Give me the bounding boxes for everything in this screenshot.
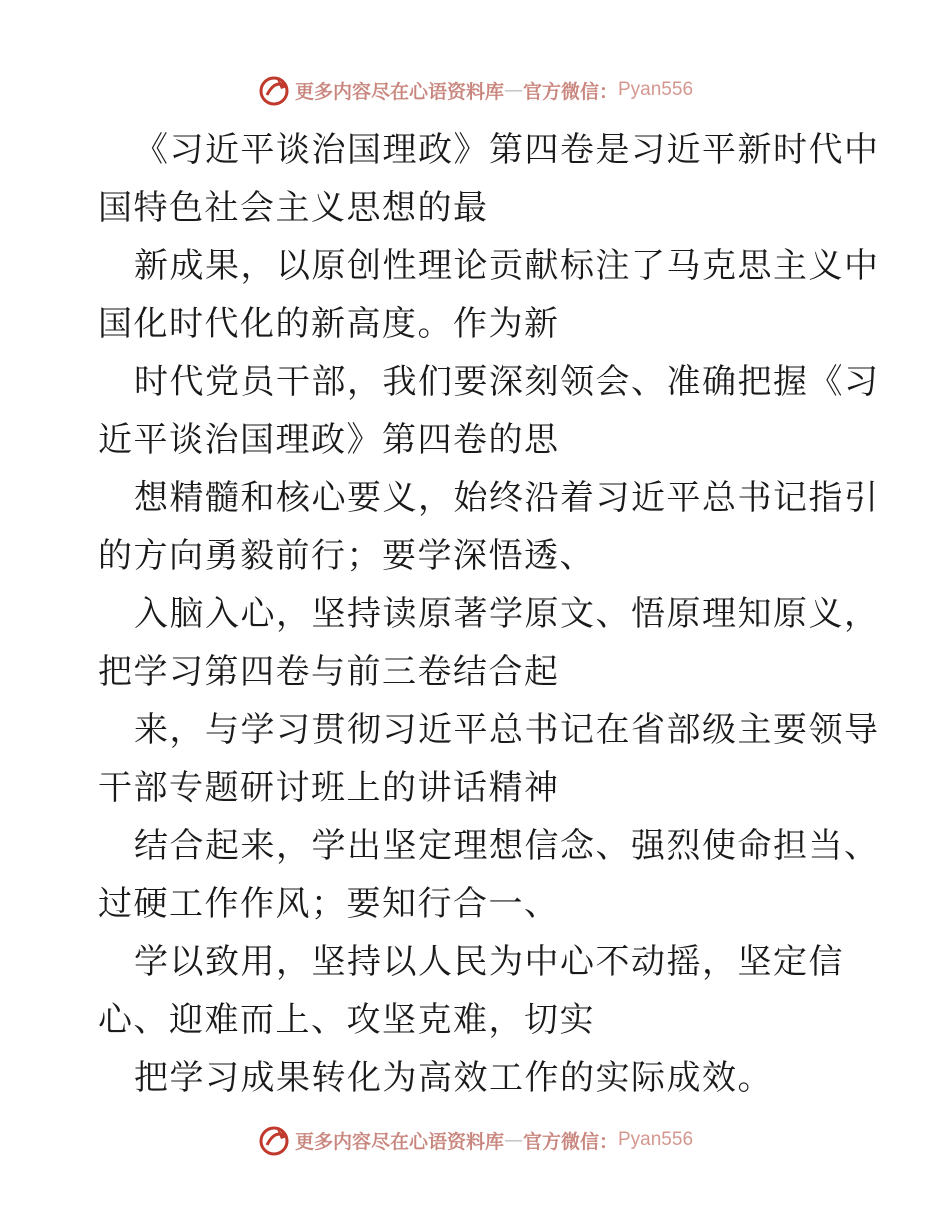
body-line: 新成果，以原创性理论贡献标注了马克思主义中 — [134, 246, 880, 286]
body-line: 的方向勇毅前行；要学深悟透、 — [98, 536, 595, 576]
body-line: 结合起来，学出坚定理想信念、强烈使命担当、 — [134, 826, 880, 866]
document-body — [98, 121, 880, 1107]
watermark-official-label: 官方微信： — [522, 1130, 618, 1153]
body-line: 国化时代化的新高度。作为新 — [98, 304, 560, 344]
body-line: 过硬工作作风；要知行合一、 — [98, 884, 560, 924]
body-line: 学以致用，坚持以人民为中心不动摇，坚定信 — [134, 942, 844, 982]
watermark-main-text: 更多内容尽在心语资料库 — [294, 80, 504, 103]
watermark-separator: — — [503, 1129, 523, 1151]
watermark-account: Pyan556 — [618, 79, 694, 100]
header-watermark — [0, 72, 950, 108]
watermark-official-label: 官方微信： — [522, 80, 618, 103]
body-line: 来，与学习贯彻习近平总书记在省部级主要领导 — [134, 710, 880, 750]
watermark-main-text: 更多内容尽在心语资料库 — [294, 1130, 504, 1153]
body-line: 把学习成果转化为高效工作的实际成效。 — [134, 1058, 773, 1098]
body-line: 入脑入心，坚持读原著学原文、悟原理知原义， — [134, 594, 880, 634]
footer-watermark — [0, 1122, 950, 1158]
watermark-separator: — — [503, 79, 523, 101]
watermark-logo-icon — [257, 1123, 291, 1157]
body-line: 把学习第四卷与前三卷结合起 — [98, 652, 560, 692]
body-line: 干部专题研讨班上的讲话精神 — [98, 768, 560, 808]
watermark-logo-icon — [257, 73, 291, 107]
body-line: 《习近平谈治国理政》第四卷是习近平新时代中 — [134, 130, 880, 170]
body-line: 心、迎难而上、攻坚克难，切实 — [98, 1000, 595, 1040]
body-line: 国特色社会主义思想的最 — [98, 188, 489, 228]
body-line: 时代党员干部，我们要深刻领会、准确把握《习 — [134, 362, 880, 402]
body-line: 想精髓和核心要义，始终沿着习近平总书记指引 — [134, 478, 880, 518]
watermark-account: Pyan556 — [618, 1129, 694, 1150]
body-line: 近平谈治国理政》第四卷的思 — [98, 420, 560, 460]
